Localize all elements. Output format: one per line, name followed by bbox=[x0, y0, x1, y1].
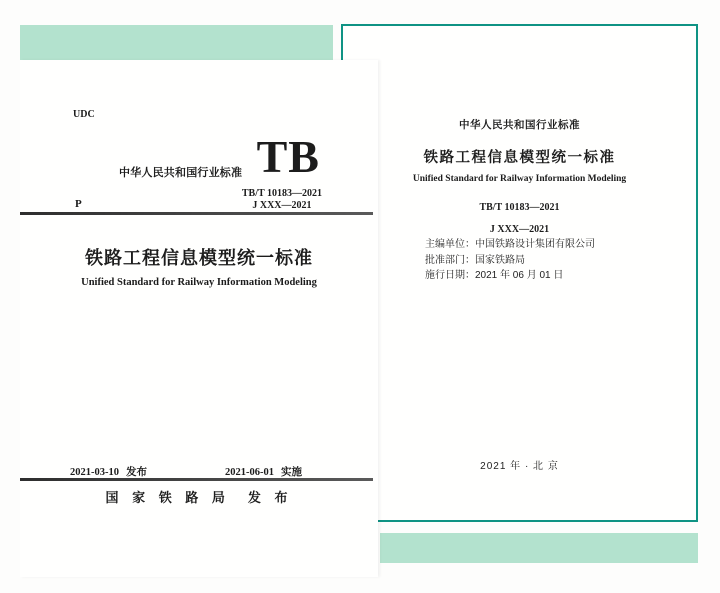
issue-label: 发布 bbox=[126, 466, 147, 478]
bottom-accent-bar bbox=[380, 533, 698, 563]
title-page-standard-number: TB/T 10183—2021 bbox=[479, 202, 560, 213]
cover-standard-number: TB/T 10183—2021 bbox=[241, 188, 322, 199]
effective-date-line: 施行日期：2021 年 06 月 01 日 bbox=[425, 270, 564, 281]
footer-rule bbox=[20, 478, 373, 481]
title-page bbox=[341, 24, 698, 522]
cover-record-number: J XXX—2021 bbox=[252, 200, 312, 211]
title-page-standard-type: 中华人民共和国行业标准 bbox=[459, 119, 580, 131]
cover-page bbox=[20, 60, 378, 577]
cover-title-zh: 铁路工程信息模型统一标准 bbox=[85, 248, 313, 268]
udc-mark: UDC bbox=[73, 109, 95, 120]
cover-number-block bbox=[242, 188, 322, 212]
publisher-line: 国 家 铁 路 局 发 布 bbox=[105, 490, 293, 505]
cover-standard-type: 中华人民共和国行业标准 bbox=[119, 167, 243, 179]
tb-logo: TB bbox=[256, 131, 320, 182]
title-page-record-number: J XXX—2021 bbox=[489, 224, 550, 235]
title-page-title-zh: 铁路工程信息模型统一标准 bbox=[423, 150, 616, 166]
title-page-info-block bbox=[425, 237, 595, 284]
issue-date-line bbox=[70, 464, 147, 479]
issue-date: 2021-03-10 bbox=[70, 467, 119, 478]
header-rule bbox=[20, 212, 373, 215]
title-page-title-en: Unified Standard for Railway Information Modeling bbox=[412, 174, 627, 184]
p-mark: P bbox=[75, 198, 82, 210]
cover-title-en: Unified Standard for Railway Information Modeling bbox=[81, 277, 317, 288]
imprint-line: 2021 年 · 北 京 bbox=[480, 461, 559, 472]
effective-date: 2021-06-01 bbox=[225, 467, 274, 478]
effective-date-line-cover bbox=[225, 464, 302, 479]
approval-dept-line: 批准部门：国家铁路局 bbox=[425, 254, 525, 266]
effective-label: 实施 bbox=[281, 466, 302, 478]
top-accent-bar bbox=[20, 25, 333, 60]
chief-editor-line: 主编单位：中国铁路设计集团有限公司 bbox=[425, 239, 595, 250]
